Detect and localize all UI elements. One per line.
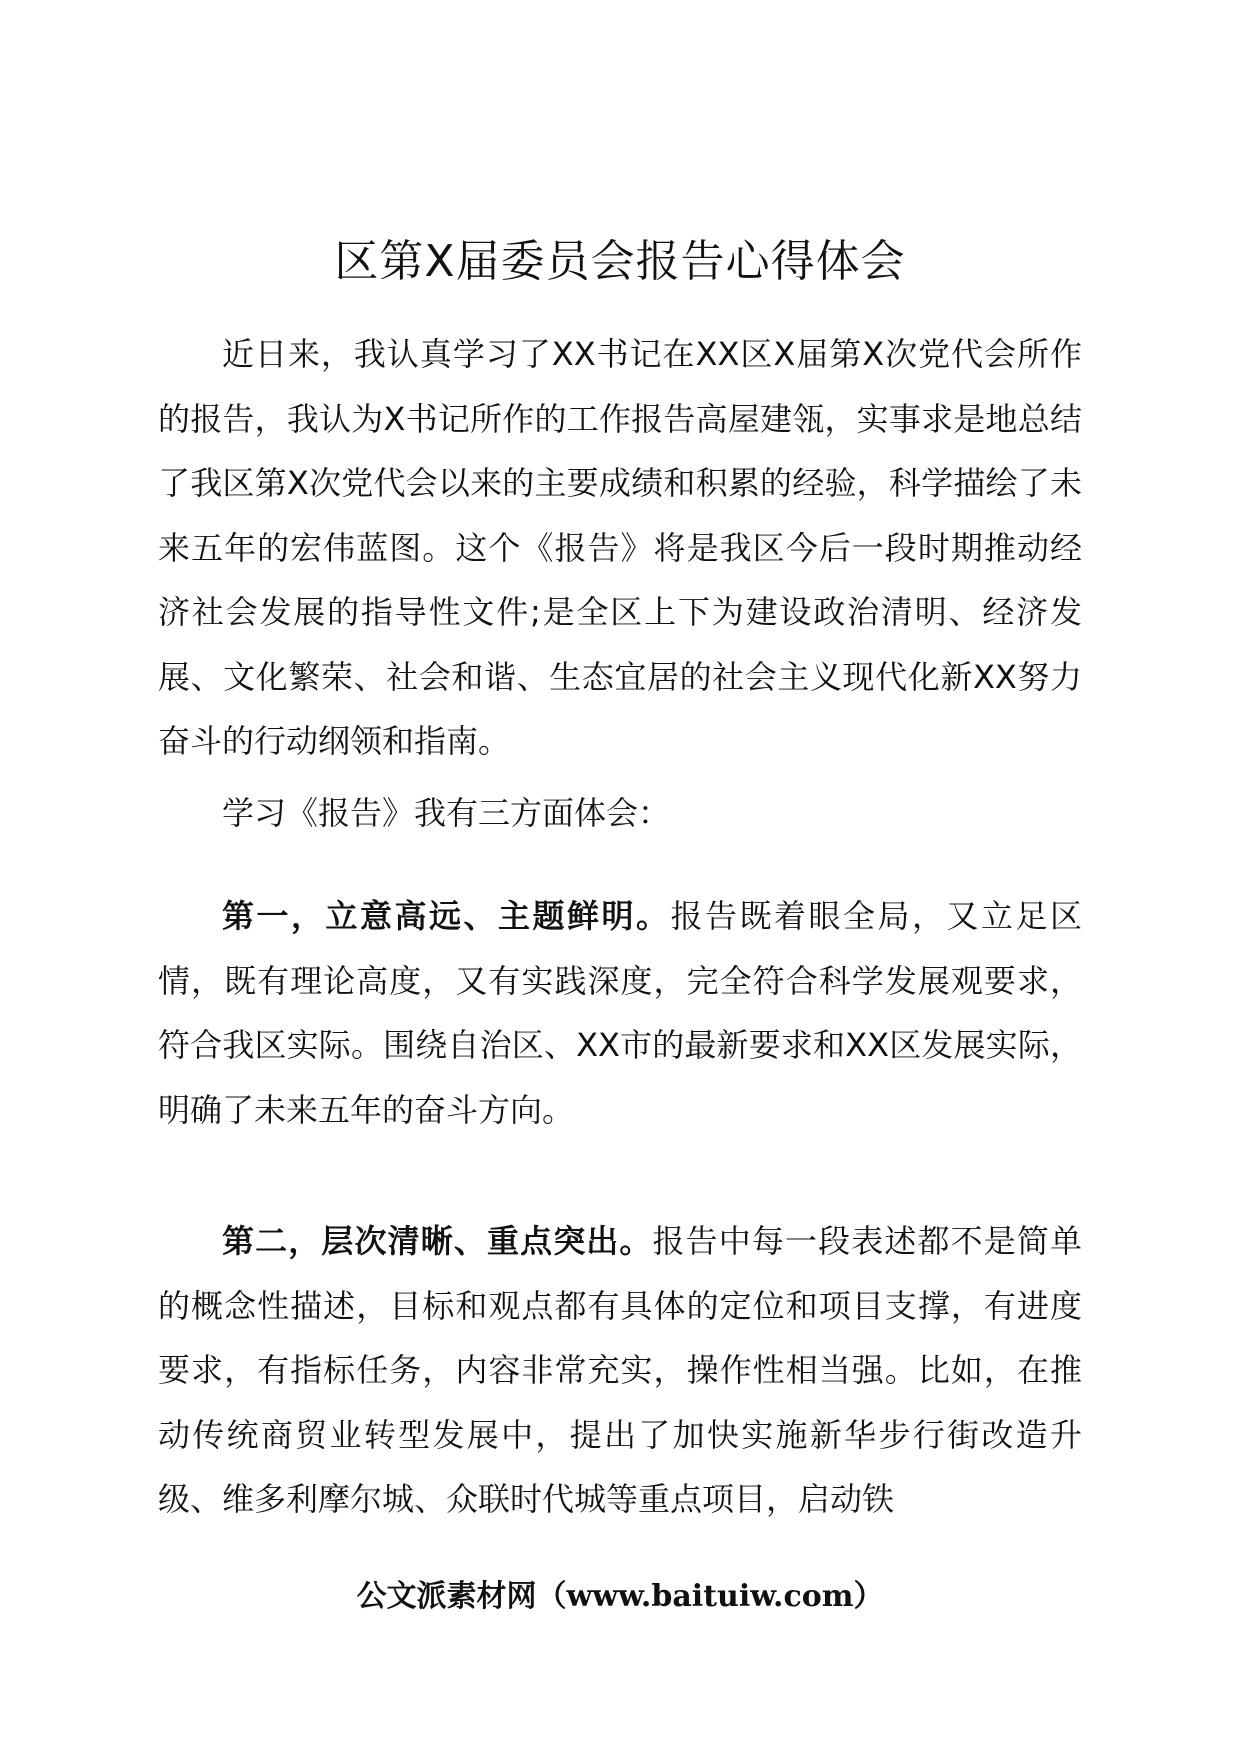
document-title: 区第X届委员会报告心得体会 [334, 236, 906, 287]
paragraph-point-two [158, 1209, 1082, 1532]
paragraph-intro-text: 近日来，我认真学习了XX书记在XX区X届第X次党代会所作的报告，我认为X书记所作的工作报告高屋建瓴，实事求是地总结了我区第X次党代会以来的主要成绩和积累的经验，科学描绘了未来五年的宏伟蓝图。这个《报告》将是我区今后一段时期推动经济社会发展的指导性文件;是全区上下为建设政治清明、经济发展、文化繁荣、社会和谐、生态宜居的社会主义现代化新XX努力奋斗的行动纲领和指南。 [158, 335, 1082, 760]
point-two-heading: 第二，层次清晰、重点突出。 [222, 1222, 653, 1260]
point-one-heading: 第一，立意高远、主题鲜明。 [222, 897, 671, 935]
point-one-text: 报告既着眼全局，又立足区情，既有理论高度，又有实践深度，完全符合科学发展观要求，符合我区实际。围绕自治区、XX市的最新要求和XX区发展实际，明确了未来五年的奋斗方向。 [158, 897, 1082, 1129]
source-watermark: 公文派素材网（www.baituiw.com） [356, 1579, 884, 1614]
paragraph-summary-text: 学习《报告》我有三方面体会： [222, 794, 671, 832]
paragraph-intro [158, 322, 1082, 774]
paragraph-point-one [158, 884, 1082, 1142]
paragraph-summary [158, 781, 1082, 846]
point-two-text: 报告中每一段表述都不是简单的概念性描述，目标和观点都有具体的定位和项目支撑，有进度要求，有指标任务，内容非常充实，操作性相当强。比如，在推动传统商贸业转型发展中，提出了加快实施新华步行街改造升级、维多利摩尔城、众联时代城等重点项目，启动铁 [158, 1222, 1082, 1518]
